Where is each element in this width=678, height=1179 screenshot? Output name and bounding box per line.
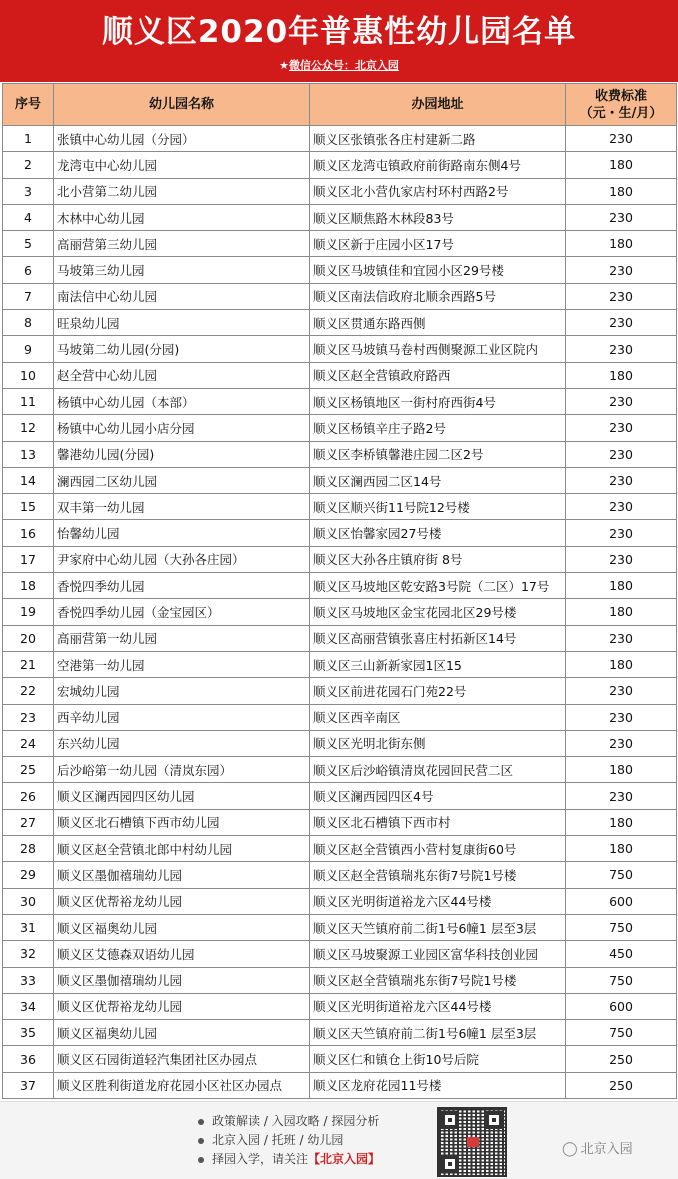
row-number: 16 — [3, 520, 54, 546]
monthly-fee: 230 — [566, 283, 677, 309]
kindergarten-address: 顺义区顺兴街11号院12号楼 — [310, 494, 566, 520]
kindergarten-name: 香悦四季幼儿园（金宝园区） — [54, 599, 310, 625]
kindergarten-address: 顺义区李桥镇馨港庄园二区2号 — [310, 441, 566, 467]
monthly-fee: 250 — [566, 1072, 677, 1098]
header-fee-line2: （元・生/月） — [579, 105, 663, 121]
row-number: 2 — [3, 152, 54, 178]
kindergarten-name: 顺义区优帮裕龙幼儿园 — [54, 993, 310, 1019]
title-banner — [0, 0, 678, 82]
row-number: 30 — [3, 888, 54, 914]
kindergarten-address: 顺义区马坡镇马卷村西侧聚源工业区院内 — [310, 336, 566, 362]
table-row — [3, 678, 677, 704]
kindergarten-name: 高丽营第三幼儿园 — [54, 231, 310, 257]
kindergarten-name: 顺义区墨伽禧瑞幼儿园 — [54, 967, 310, 993]
row-number: 31 — [3, 914, 54, 940]
table-row — [3, 967, 677, 993]
table-row — [3, 178, 677, 204]
monthly-fee: 230 — [566, 546, 677, 572]
row-number: 17 — [3, 546, 54, 572]
kindergarten-address: 顺义区天竺镇府前二街1号6幢1 层至3层 — [310, 1020, 566, 1046]
header-fee — [566, 84, 677, 126]
row-number: 10 — [3, 362, 54, 388]
table-row — [3, 204, 677, 230]
kindergarten-name: 东兴幼儿园 — [54, 730, 310, 756]
table-row — [3, 809, 677, 835]
table-row — [3, 783, 677, 809]
row-number: 12 — [3, 415, 54, 441]
footer-list — [198, 1112, 380, 1169]
table-row — [3, 914, 677, 940]
row-number: 22 — [3, 678, 54, 704]
kindergarten-name: 龙湾屯中心幼儿园 — [54, 152, 310, 178]
kindergarten-name: 宏城幼儿园 — [54, 678, 310, 704]
row-number: 28 — [3, 836, 54, 862]
table-row — [3, 415, 677, 441]
table-row — [3, 941, 677, 967]
kindergarten-address: 顺义区澜西园二区14号 — [310, 467, 566, 493]
monthly-fee: 230 — [566, 730, 677, 756]
kindergarten-name: 张镇中心幼儿园（分园） — [54, 126, 310, 152]
monthly-fee: 750 — [566, 862, 677, 888]
table-row — [3, 336, 677, 362]
footer-promo — [0, 1101, 678, 1179]
kindergarten-name: 顺义区赵全营镇北郎中村幼儿园 — [54, 836, 310, 862]
row-number: 23 — [3, 704, 54, 730]
monthly-fee: 230 — [566, 310, 677, 336]
kindergarten-name: 顺义区石园街道轻汽集团社区办园点 — [54, 1046, 310, 1072]
star-icon: ★ — [279, 59, 289, 72]
qr-code-icon[interactable] — [437, 1107, 507, 1177]
kindergarten-address: 顺义区光明街道裕龙六区44号楼 — [310, 993, 566, 1019]
table-row — [3, 126, 677, 152]
monthly-fee: 180 — [566, 178, 677, 204]
monthly-fee: 230 — [566, 126, 677, 152]
footer-text-2: 北京入园 / 托班 / 幼儿园 — [212, 1133, 344, 1147]
monthly-fee: 750 — [566, 914, 677, 940]
table-row — [3, 1046, 677, 1072]
row-number: 19 — [3, 599, 54, 625]
kindergarten-name: 顺义区澜西园四区幼儿园 — [54, 783, 310, 809]
kindergarten-address: 顺义区怡馨家园27号楼 — [310, 520, 566, 546]
kindergarten-name: 顺义区福奥幼儿园 — [54, 914, 310, 940]
kindergarten-address: 顺义区贯通东路西侧 — [310, 310, 566, 336]
row-number: 7 — [3, 283, 54, 309]
row-number: 4 — [3, 204, 54, 230]
row-number: 9 — [3, 336, 54, 362]
kindergarten-name: 澜西园二区幼儿园 — [54, 467, 310, 493]
table-body — [3, 126, 677, 1099]
kindergarten-name: 顺义区北石槽镇下西市幼儿园 — [54, 809, 310, 835]
kindergarten-name: 木林中心幼儿园 — [54, 204, 310, 230]
monthly-fee: 230 — [566, 415, 677, 441]
kindergarten-address: 顺义区张镇张各庄村建新二路 — [310, 126, 566, 152]
qr-finder-icon — [441, 1155, 459, 1173]
kindergarten-name: 西辛幼儿园 — [54, 704, 310, 730]
row-number: 35 — [3, 1020, 54, 1046]
kindergarten-address: 顺义区马坡镇佳和宜园小区29号楼 — [310, 257, 566, 283]
kindergarten-address: 顺义区赵全营镇西小营村复康街60号 — [310, 836, 566, 862]
bullet-icon — [198, 1157, 204, 1163]
table-row — [3, 1072, 677, 1098]
row-number: 11 — [3, 388, 54, 414]
kindergarten-address: 顺义区高丽营镇张喜庄村拓新区14号 — [310, 625, 566, 651]
monthly-fee: 230 — [566, 704, 677, 730]
kindergarten-name: 双丰第一幼儿园 — [54, 494, 310, 520]
footer-item — [198, 1150, 380, 1169]
kindergarten-table — [2, 83, 677, 1099]
kindergarten-address: 顺义区三山新新家园1区15 — [310, 651, 566, 677]
monthly-fee: 750 — [566, 1020, 677, 1046]
table-row — [3, 388, 677, 414]
kindergarten-address: 顺义区龙湾屯镇政府前街路南东侧4号 — [310, 152, 566, 178]
table-row — [3, 862, 677, 888]
table-row — [3, 757, 677, 783]
footer-item — [198, 1112, 380, 1131]
kindergarten-name: 顺义区艾德森双语幼儿园 — [54, 941, 310, 967]
monthly-fee: 230 — [566, 625, 677, 651]
monthly-fee: 750 — [566, 967, 677, 993]
monthly-fee: 230 — [566, 467, 677, 493]
footer-item — [198, 1131, 380, 1150]
row-number: 25 — [3, 757, 54, 783]
monthly-fee: 230 — [566, 336, 677, 362]
table-row — [3, 310, 677, 336]
row-number: 8 — [3, 310, 54, 336]
kindergarten-address: 顺义区赵全营镇政府路西 — [310, 362, 566, 388]
monthly-fee: 230 — [566, 441, 677, 467]
monthly-fee: 250 — [566, 1046, 677, 1072]
row-number: 18 — [3, 573, 54, 599]
row-number: 32 — [3, 941, 54, 967]
kindergarten-address: 顺义区马坡聚源工业园区富华科技创业园 — [310, 941, 566, 967]
monthly-fee: 180 — [566, 757, 677, 783]
kindergarten-name: 北小营第二幼儿园 — [54, 178, 310, 204]
table-row — [3, 730, 677, 756]
table-row — [3, 599, 677, 625]
table-row — [3, 573, 677, 599]
kindergarten-address: 顺义区马坡地区金宝花园北区29号楼 — [310, 599, 566, 625]
kindergarten-address: 顺义区前进花园石门苑22号 — [310, 678, 566, 704]
row-number: 36 — [3, 1046, 54, 1072]
table-row — [3, 467, 677, 493]
kindergarten-name: 顺义区福奥幼儿园 — [54, 1020, 310, 1046]
table-row — [3, 651, 677, 677]
kindergarten-address: 顺义区杨镇地区一街村府西街4号 — [310, 388, 566, 414]
kindergarten-address: 顺义区赵全营镇瑞兆东街7号院1号楼 — [310, 862, 566, 888]
monthly-fee: 600 — [566, 888, 677, 914]
table-row — [3, 546, 677, 572]
row-number: 3 — [3, 178, 54, 204]
monthly-fee: 180 — [566, 362, 677, 388]
kindergarten-name: 怡馨幼儿园 — [54, 520, 310, 546]
qr-logo-icon — [467, 1137, 479, 1147]
monthly-fee: 230 — [566, 257, 677, 283]
row-number: 5 — [3, 231, 54, 257]
footer-text-3: 择园入学，请关注 — [212, 1152, 309, 1166]
kindergarten-address: 顺义区仁和镇仓上街10号后院 — [310, 1046, 566, 1072]
monthly-fee: 230 — [566, 520, 677, 546]
kindergarten-name: 顺义区优帮裕龙幼儿园 — [54, 888, 310, 914]
kindergarten-name: 马坡第二幼儿园(分园) — [54, 336, 310, 362]
monthly-fee: 180 — [566, 152, 677, 178]
qr-finder-icon — [485, 1111, 503, 1129]
row-number: 27 — [3, 809, 54, 835]
monthly-fee: 180 — [566, 651, 677, 677]
kindergarten-address: 顺义区后沙峪镇清岚花园回民营二区 — [310, 757, 566, 783]
kindergarten-name: 馨港幼儿园(分园) — [54, 441, 310, 467]
header-fee-line1: 收费标准 — [594, 88, 647, 104]
header-number: 序号 — [3, 84, 54, 126]
table-row — [3, 625, 677, 651]
monthly-fee: 180 — [566, 573, 677, 599]
monthly-fee: 450 — [566, 941, 677, 967]
kindergarten-address: 顺义区光明街道裕龙六区44号楼 — [310, 888, 566, 914]
kindergarten-address: 顺义区顺焦路木林段83号 — [310, 204, 566, 230]
kindergarten-name: 顺义区墨伽禧瑞幼儿园 — [54, 862, 310, 888]
kindergarten-address: 顺义区赵全营镇瑞兆东街7号院1号楼 — [310, 967, 566, 993]
table-row — [3, 257, 677, 283]
kindergarten-address: 顺义区大孙各庄镇府街 8号 — [310, 546, 566, 572]
row-number: 6 — [3, 257, 54, 283]
brand-text: 北京入园 — [580, 1142, 633, 1157]
qr-finder-icon — [441, 1111, 459, 1129]
header-name: 幼儿园名称 — [54, 84, 310, 126]
monthly-fee: 180 — [566, 231, 677, 257]
kindergarten-address: 顺义区龙府花园11号楼 — [310, 1072, 566, 1098]
monthly-fee: 230 — [566, 494, 677, 520]
table-row — [3, 152, 677, 178]
bullet-icon — [198, 1119, 204, 1125]
monthly-fee: 180 — [566, 599, 677, 625]
kindergarten-name: 南法信中心幼儿园 — [54, 283, 310, 309]
table-row — [3, 283, 677, 309]
kindergarten-name: 高丽营第一幼儿园 — [54, 625, 310, 651]
row-number: 1 — [3, 126, 54, 152]
footer-text-1: 政策解读 / 入园攻略 / 探园分析 — [212, 1114, 380, 1128]
table-row — [3, 888, 677, 914]
row-number: 21 — [3, 651, 54, 677]
monthly-fee: 230 — [566, 678, 677, 704]
wechat-icon: ◯ — [562, 1141, 578, 1157]
kindergarten-address: 顺义区马坡地区乾安路3号院（二区）17号 — [310, 573, 566, 599]
kindergarten-address: 顺义区北小营仇家店村环村西路2号 — [310, 178, 566, 204]
row-number: 34 — [3, 993, 54, 1019]
kindergarten-name: 顺义区胜利街道龙府花园小区社区办园点 — [54, 1072, 310, 1098]
page-subtitle — [0, 58, 678, 74]
table-row — [3, 993, 677, 1019]
kindergarten-name: 旺泉幼儿园 — [54, 310, 310, 336]
row-number: 20 — [3, 625, 54, 651]
kindergarten-name: 空港第一幼儿园 — [54, 651, 310, 677]
bullet-icon — [198, 1138, 204, 1144]
kindergarten-address: 顺义区杨镇辛庄子路2号 — [310, 415, 566, 441]
kindergarten-address: 顺义区天竺镇府前二街1号6幢1 层至3层 — [310, 914, 566, 940]
table-row — [3, 441, 677, 467]
table-row — [3, 1020, 677, 1046]
monthly-fee: 230 — [566, 388, 677, 414]
wechat-account-link[interactable]: 微信公众号：北京入园 — [288, 59, 399, 72]
row-number: 26 — [3, 783, 54, 809]
kindergarten-name: 香悦四季幼儿园 — [54, 573, 310, 599]
monthly-fee: 180 — [566, 809, 677, 835]
header-address: 办园地址 — [310, 84, 566, 126]
kindergarten-name: 后沙峪第一幼儿园（清岚东园） — [54, 757, 310, 783]
kindergarten-name: 马坡第三幼儿园 — [54, 257, 310, 283]
kindergarten-address: 顺义区南法信政府北顺余西路5号 — [310, 283, 566, 309]
monthly-fee: 600 — [566, 993, 677, 1019]
row-number: 33 — [3, 967, 54, 993]
table-row — [3, 494, 677, 520]
kindergarten-address: 顺义区澜西园四区4号 — [310, 783, 566, 809]
kindergarten-address: 顺义区新于庄园小区17号 — [310, 231, 566, 257]
table-row — [3, 704, 677, 730]
brand-watermark — [562, 1138, 633, 1157]
table-row — [3, 231, 677, 257]
kindergarten-name: 尹家府中心幼儿园（大孙各庄园） — [54, 546, 310, 572]
table-row — [3, 836, 677, 862]
row-number: 13 — [3, 441, 54, 467]
table-row — [3, 362, 677, 388]
monthly-fee: 230 — [566, 204, 677, 230]
table-header-row — [3, 84, 677, 126]
kindergarten-address: 顺义区光明北街东侧 — [310, 730, 566, 756]
monthly-fee: 230 — [566, 783, 677, 809]
footer-highlight: 【北京入园】 — [308, 1152, 381, 1166]
table-row — [3, 520, 677, 546]
kindergarten-name: 杨镇中心幼儿园小店分园 — [54, 415, 310, 441]
page-title: 顺义区2020年普惠性幼儿园名单 — [101, 14, 577, 50]
row-number: 29 — [3, 862, 54, 888]
kindergarten-address: 顺义区北石槽镇下西市村 — [310, 809, 566, 835]
monthly-fee: 180 — [566, 836, 677, 862]
kindergarten-name: 赵全营中心幼儿园 — [54, 362, 310, 388]
row-number: 15 — [3, 494, 54, 520]
kindergarten-address: 顺义区西辛南区 — [310, 704, 566, 730]
row-number: 37 — [3, 1072, 54, 1098]
kindergarten-name: 杨镇中心幼儿园（本部） — [54, 388, 310, 414]
row-number: 14 — [3, 467, 54, 493]
row-number: 24 — [3, 730, 54, 756]
